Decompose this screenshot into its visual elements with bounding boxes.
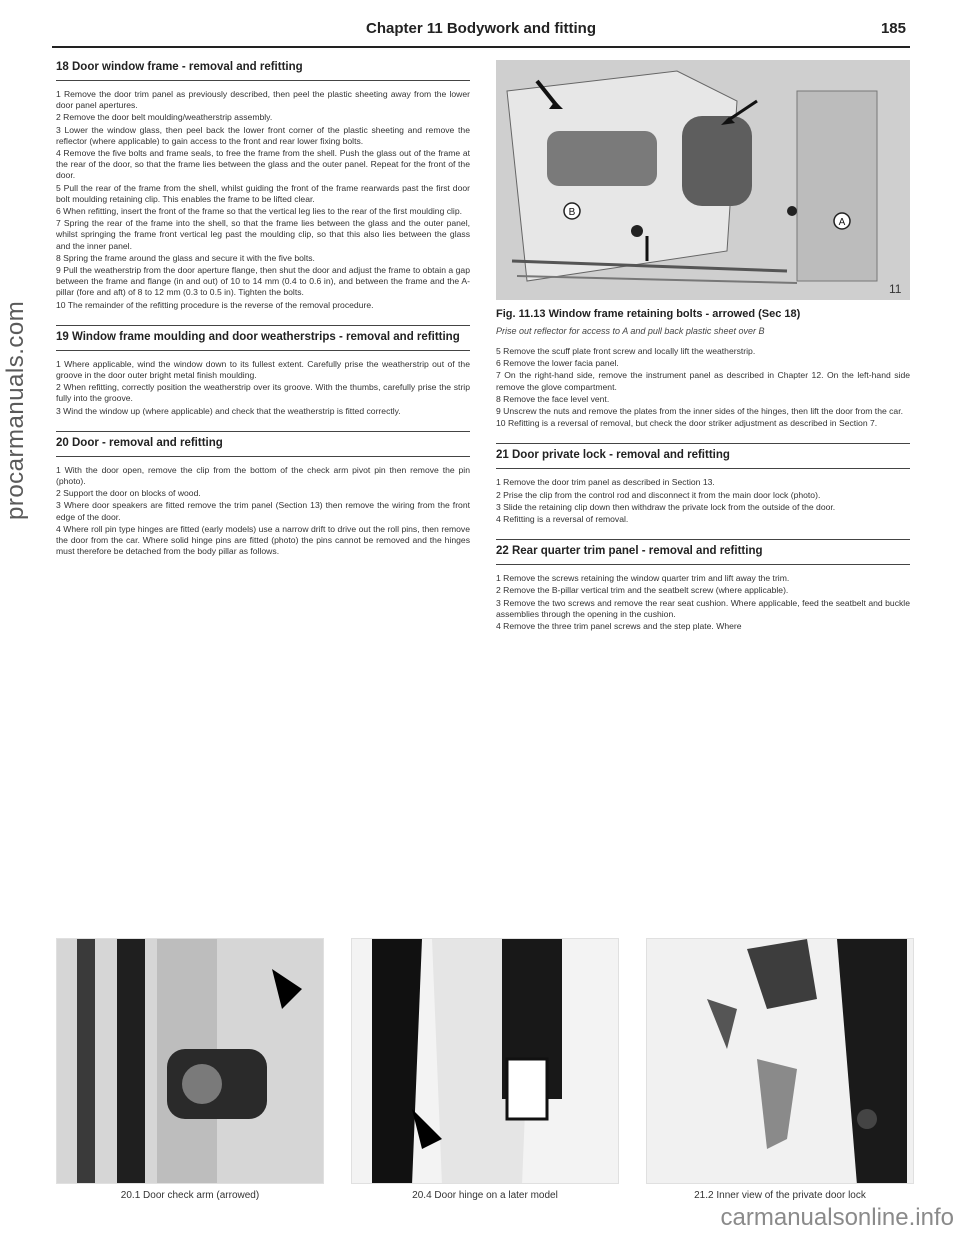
paragraph: 5 Pull the rear of the frame from the shell, whilst guiding the front of the frame rearwards past the first door bolt moulding retaining clip. This enables the frame to be lifted clear. <box>56 182 470 204</box>
figure-11-13 <box>496 60 910 336</box>
left-column <box>56 60 470 572</box>
paragraph: 10 The remainder of the refitting procedure is the reverse of the removal procedure. <box>56 299 374 310</box>
paragraph: 3 Slide the retaining clip down then withdraw the private lock from the outside of the door. <box>496 501 836 512</box>
paragraph: 2 Prise the clip from the control rod and disconnect it from the main door lock (photo). <box>496 489 821 500</box>
private-lock-photo <box>646 938 914 1184</box>
paragraph: 1 Where applicable, wind the window down to its fullest extent. Carefully prise the weatherstrip out of the groove in the door outer bright metal finish moulding. <box>56 358 470 381</box>
paragraph: 9 Unscrew the nuts and remove the plates from the inner sides of the hinges, then lift the door from the car. <box>496 406 903 417</box>
paragraph: 9 Pull the weatherstrip from the door aperture flange, then shut the door and adjust the frame to obtain a gap between the frame and flange (in and out) of 10 to 14 mm (0.4 to 0.6 in), and between the frame and the A-pillar (fore and aft) of 8 to 12 mm (0.3 to 0.5 in). Tighten the bolts. <box>56 265 470 298</box>
paragraph: 4 Remove the three trim panel screws and the step plate. Where <box>496 621 742 632</box>
label-b: B <box>568 207 576 218</box>
paragraph: 4 Remove the five bolts and frame seals, to free the frame from the shell. Push the glass out of the frame at the rear of the door, so that the frame lies between the glass and the outer panel. Repeat for the front of the door. <box>56 148 470 181</box>
paragraph: 2 Support the door on blocks of wood. <box>56 488 201 499</box>
section-heading: 21 Door private lock - removal and refitting <box>496 443 910 469</box>
section-21 <box>496 443 910 525</box>
paragraph: 3 Remove the two screws and remove the rear seat cushion. Where applicable, feed the seatbelt and buckle assemblies through the opening in the cushion. <box>496 597 910 619</box>
photo-caption: 20.4 Door hinge on a later model <box>412 1190 558 1201</box>
paragraph: 2 Remove the B-pillar vertical trim and the seatbelt screw (where applicable). <box>496 585 789 596</box>
photo-caption: 20.1 Door check arm (arrowed) <box>120 1190 260 1201</box>
window-frame-illustration <box>497 61 910 300</box>
paragraph: 7 On the right-hand side, remove the instrument panel as described in Chapter 12. On the left-hand side remove the glove compartment. <box>496 370 910 392</box>
section-22 <box>496 539 910 632</box>
window-frame-photo <box>496 60 910 300</box>
side-watermark: procarmanuals.com <box>2 300 29 520</box>
page-number: 185 <box>880 20 906 37</box>
section-heading: 19 Window frame moulding and door weatherstrips - removal and refitting <box>56 325 470 351</box>
paragraph: 1 Remove the door trim panel as described in Section 13. <box>496 477 715 488</box>
paragraph: 5 Remove the scuff plate front screw and locally lift the weatherstrip. <box>496 346 756 356</box>
check-arm-photo <box>56 938 324 1184</box>
paragraph: 1 Remove the door trim panel as previously described, then peel the plastic sheeting away from the lower door panel apertures. <box>56 89 470 111</box>
right-column <box>496 60 910 646</box>
door-hinge-photo <box>351 938 619 1184</box>
label-a: A <box>838 217 846 228</box>
section-18 <box>56 60 470 311</box>
paragraph: 4 Refitting is a reversal of removal. <box>496 514 629 525</box>
paragraph: 8 Spring the frame around the glass and secure it with the five bolts. <box>56 252 315 263</box>
paragraph: 10 Refitting is a reversal of removal, but check the door striker adjustment as described in Section 7. <box>496 418 878 429</box>
page-header <box>52 20 910 48</box>
paragraph: 8 Remove the face level vent. <box>496 393 610 404</box>
photo-row <box>56 938 914 1208</box>
paragraph: 1 Remove the screws retaining the window quarter trim and lift away the trim. <box>496 573 790 584</box>
paragraph: 6 Remove the lower facia panel. <box>496 358 619 369</box>
paragraph: 2 Remove the door belt moulding/weatherstrip assembly. <box>56 112 273 123</box>
section-19 <box>56 325 470 417</box>
bottom-watermark: carmanualsonline.info <box>720 1204 954 1231</box>
paragraph: 6 When refitting, insert the front of the frame so that the vertical leg lies to the rear of the first moulding clip. <box>56 206 463 217</box>
section-heading: 22 Rear quarter trim panel - removal and refitting <box>496 539 910 565</box>
section-heading: 18 Door window frame - removal and refitting <box>56 60 470 81</box>
paragraph: 3 Lower the window glass, then peel back the lower front corner of the plastic sheeting and remove the reflector (where applicable) to gain access to the front and rear lower fixing bolts. <box>56 124 470 146</box>
section-20-continued <box>496 346 910 429</box>
figure-subcaption: Prise out reflector for access to A and pull back plastic sheet over B <box>496 326 765 336</box>
chapter-title: Chapter 11 Bodywork and fitting <box>365 20 597 37</box>
paragraph: 1 With the door open, remove the clip from the bottom of the check arm pivot pin then remove the pin (photo). <box>56 464 470 487</box>
paragraph: 4 Where roll pin type hinges are fitted (early models) use a narrow drift to drive out the roll pins, then remove the door from the car. Where solid hinge pins are fitted (photo) the pins cannot be removed and the hinges must therefore be detached from the body pillar as follows. <box>56 523 470 557</box>
section-20 <box>56 431 470 558</box>
figure-corner-label: 11 <box>889 282 902 296</box>
figure-caption: Fig. 11.13 Window frame retaining bolts - arrowed (Sec 18) <box>496 308 801 320</box>
paragraph: 3 Wind the window up (where applicable) and check that the weatherstrip is fitted correctly. <box>56 405 401 416</box>
paragraph: 2 When refitting, correctly position the weatherstrip over its groove. With the thumbs, carefully prise the strip fully into the groove. <box>56 382 470 404</box>
paragraph: 7 Spring the rear of the frame into the shell, so that the frame lies between the glass and the outer panel, whilst springing the frame front vertical leg past the moulding clip, so that this also lies between the glass and the inner panel. <box>56 218 470 251</box>
paragraph: 3 Where door speakers are fitted remove the trim panel (Section 13) then remove the wiring from the front edge of the door. <box>56 500 470 522</box>
photo-caption: 21.2 Inner view of the private door lock <box>694 1190 866 1201</box>
section-heading: 20 Door - removal and refitting <box>56 431 470 457</box>
